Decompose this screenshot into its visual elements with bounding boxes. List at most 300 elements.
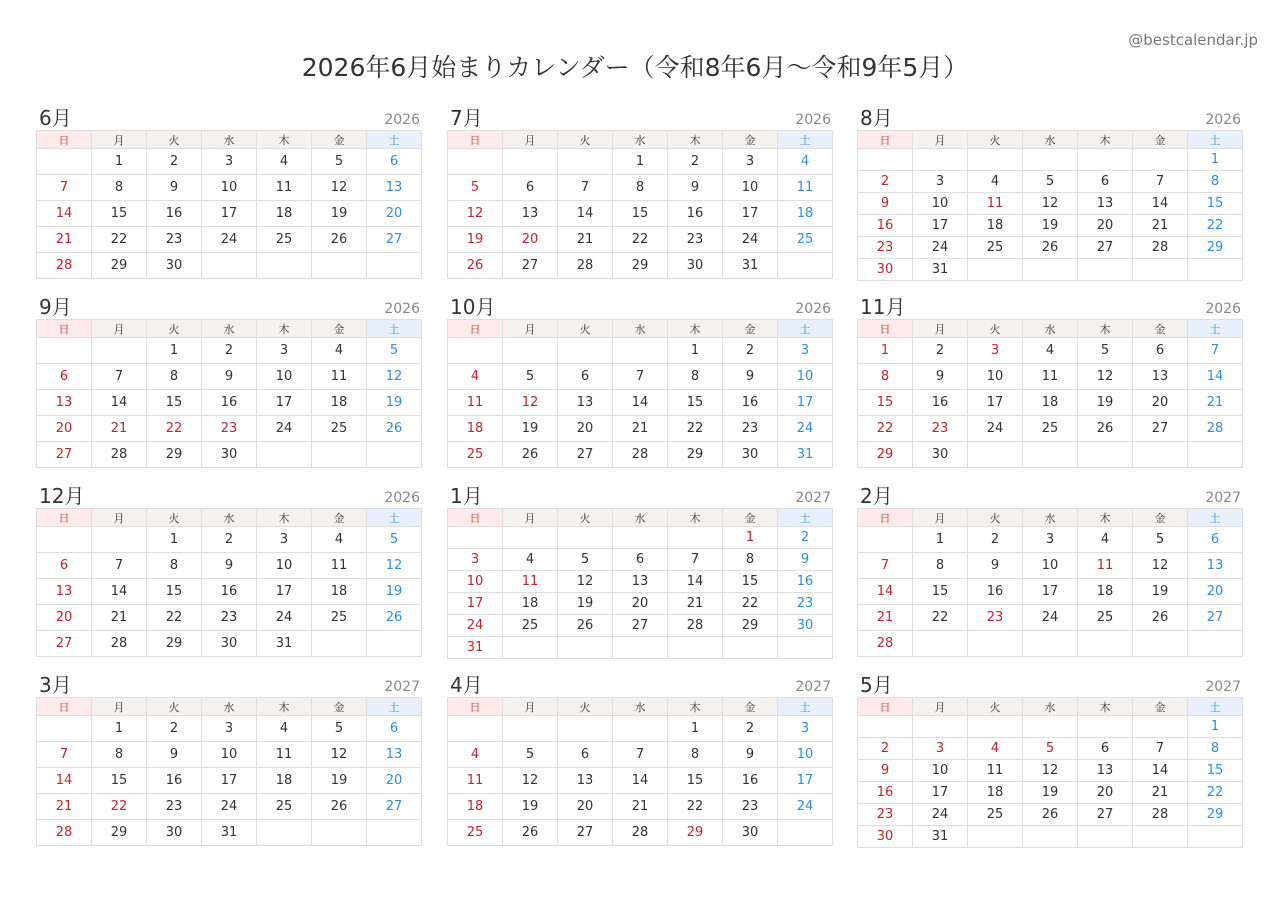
day-cell: 23 (778, 593, 833, 615)
empty-cell (1133, 631, 1188, 657)
weekday-header: 水 (202, 131, 257, 149)
day-cell: 5 (448, 175, 503, 201)
day-cell: 21 (1188, 390, 1243, 416)
weekday-header: 木 (257, 698, 312, 716)
week-row (858, 149, 1243, 171)
day-cell: 24 (202, 794, 257, 820)
weekday-header: 月 (503, 698, 558, 716)
month-header (36, 484, 422, 508)
day-cell: 4 (312, 527, 367, 553)
week-row (448, 571, 833, 593)
empty-cell (448, 149, 503, 175)
day-cell: 5 (1023, 738, 1078, 760)
day-cell: 6 (1078, 738, 1133, 760)
empty-cell (92, 527, 147, 553)
day-cell: 14 (92, 579, 147, 605)
day-cell: 28 (858, 631, 913, 657)
weekday-header: 水 (1023, 509, 1078, 527)
day-cell: 30 (147, 820, 202, 846)
day-cell: 21 (1133, 215, 1188, 237)
weekday-header: 土 (367, 320, 422, 338)
month-header (857, 295, 1243, 319)
month-year: 2027 (795, 679, 831, 695)
empty-cell (968, 149, 1023, 171)
day-cell: 13 (1078, 760, 1133, 782)
day-cell: 14 (668, 571, 723, 593)
day-cell: 4 (448, 742, 503, 768)
day-cell: 1 (1188, 149, 1243, 171)
day-cell: 16 (913, 390, 968, 416)
day-cell: 18 (778, 201, 833, 227)
month-name: 1月 (450, 484, 483, 508)
weekday-header: 金 (1133, 698, 1188, 716)
day-cell: 3 (913, 171, 968, 193)
day-cell: 18 (312, 579, 367, 605)
day-cell: 2 (968, 527, 1023, 553)
month-year: 2027 (1205, 490, 1241, 506)
day-cell: 8 (1188, 171, 1243, 193)
week-row (37, 364, 422, 390)
empty-cell (257, 820, 312, 846)
day-cell: 28 (92, 631, 147, 657)
day-cell: 20 (558, 416, 613, 442)
weekday-header: 金 (312, 320, 367, 338)
weekday-header: 月 (92, 509, 147, 527)
day-cell: 22 (613, 227, 668, 253)
weekday-header: 木 (257, 131, 312, 149)
day-cell: 18 (968, 215, 1023, 237)
weekday-header: 木 (257, 509, 312, 527)
day-cell: 27 (1133, 416, 1188, 442)
day-cell: 24 (257, 605, 312, 631)
weekday-header: 火 (147, 320, 202, 338)
empty-cell (37, 527, 92, 553)
weekday-header: 水 (1023, 320, 1078, 338)
day-cell: 9 (913, 364, 968, 390)
weekday-header: 日 (448, 509, 503, 527)
day-cell: 5 (312, 149, 367, 175)
weekday-header: 日 (858, 131, 913, 149)
day-cell: 12 (503, 768, 558, 794)
empty-cell (613, 338, 668, 364)
day-cell: 25 (257, 794, 312, 820)
day-cell: 19 (1023, 782, 1078, 804)
day-cell: 15 (668, 390, 723, 416)
day-cell: 19 (367, 390, 422, 416)
week-row (37, 794, 422, 820)
day-cell: 12 (367, 553, 422, 579)
day-cell: 4 (257, 149, 312, 175)
empty-cell (1023, 149, 1078, 171)
day-cell: 26 (558, 615, 613, 637)
weekday-header: 水 (202, 509, 257, 527)
day-cell: 19 (1078, 390, 1133, 416)
month-calendar (447, 673, 833, 846)
day-cell: 30 (202, 631, 257, 657)
day-cell: 2 (668, 149, 723, 175)
day-cell: 10 (968, 364, 1023, 390)
empty-cell (367, 631, 422, 657)
day-cell: 3 (1023, 527, 1078, 553)
day-cell: 10 (723, 175, 778, 201)
weekday-header: 火 (968, 320, 1023, 338)
week-row (858, 442, 1243, 468)
day-cell: 6 (613, 549, 668, 571)
weekday-header: 水 (613, 320, 668, 338)
day-cell: 22 (147, 605, 202, 631)
day-cell: 11 (503, 571, 558, 593)
day-cell: 6 (1133, 338, 1188, 364)
month-year: 2026 (795, 301, 831, 317)
day-cell: 5 (1078, 338, 1133, 364)
day-cell: 16 (968, 579, 1023, 605)
day-cell: 24 (1023, 605, 1078, 631)
day-cell: 29 (1188, 804, 1243, 826)
day-cell: 9 (968, 553, 1023, 579)
day-cell: 12 (448, 201, 503, 227)
month-table (447, 697, 833, 846)
day-cell: 7 (613, 742, 668, 768)
day-cell: 25 (448, 820, 503, 846)
empty-cell (668, 527, 723, 549)
weekday-header: 月 (92, 131, 147, 149)
day-cell: 29 (668, 820, 723, 846)
day-cell: 16 (202, 579, 257, 605)
week-row (448, 390, 833, 416)
day-cell: 1 (613, 149, 668, 175)
week-row (448, 227, 833, 253)
empty-cell (913, 631, 968, 657)
empty-cell (968, 259, 1023, 281)
day-cell: 12 (503, 390, 558, 416)
day-cell: 31 (778, 442, 833, 468)
day-cell: 27 (367, 227, 422, 253)
empty-cell (503, 149, 558, 175)
week-row (37, 605, 422, 631)
empty-cell (858, 527, 913, 553)
day-cell: 21 (858, 605, 913, 631)
day-cell: 8 (913, 553, 968, 579)
weekday-header: 金 (312, 131, 367, 149)
day-cell: 28 (92, 442, 147, 468)
weekday-header: 日 (448, 131, 503, 149)
empty-cell (92, 338, 147, 364)
day-cell: 31 (913, 826, 968, 848)
month-year: 2027 (1205, 679, 1241, 695)
day-cell: 3 (448, 549, 503, 571)
day-cell: 19 (1133, 579, 1188, 605)
week-row (37, 253, 422, 279)
day-cell: 22 (1188, 782, 1243, 804)
empty-cell (312, 442, 367, 468)
day-cell: 10 (778, 742, 833, 768)
day-cell: 17 (448, 593, 503, 615)
day-cell: 12 (312, 175, 367, 201)
day-cell: 24 (913, 237, 968, 259)
weekday-header: 日 (448, 698, 503, 716)
month-calendar (857, 673, 1243, 848)
weekday-header: 日 (37, 131, 92, 149)
day-cell: 27 (558, 820, 613, 846)
day-cell: 22 (858, 416, 913, 442)
week-row (858, 553, 1243, 579)
month-name: 9月 (39, 295, 72, 319)
weekday-header: 月 (913, 509, 968, 527)
week-row (448, 549, 833, 571)
weekday-header: 日 (858, 698, 913, 716)
empty-cell (367, 253, 422, 279)
day-cell: 23 (723, 794, 778, 820)
week-row (858, 826, 1243, 848)
empty-cell (448, 527, 503, 549)
day-cell: 10 (202, 742, 257, 768)
day-cell: 22 (913, 605, 968, 631)
day-cell: 6 (37, 553, 92, 579)
day-cell: 1 (858, 338, 913, 364)
weekday-header: 金 (723, 131, 778, 149)
day-cell: 15 (1188, 193, 1243, 215)
day-cell: 20 (367, 201, 422, 227)
week-row (37, 768, 422, 794)
day-cell: 11 (448, 390, 503, 416)
day-cell: 23 (202, 605, 257, 631)
day-cell: 17 (257, 579, 312, 605)
day-cell: 1 (913, 527, 968, 553)
empty-cell (968, 716, 1023, 738)
day-cell: 24 (968, 416, 1023, 442)
weekday-header: 土 (367, 131, 422, 149)
day-cell: 18 (1078, 579, 1133, 605)
month-name: 10月 (450, 295, 496, 319)
day-cell: 28 (613, 820, 668, 846)
week-row (858, 259, 1243, 281)
day-cell: 15 (723, 571, 778, 593)
weekday-header: 月 (503, 131, 558, 149)
weekday-header: 水 (202, 698, 257, 716)
day-cell: 12 (558, 571, 613, 593)
week-row (37, 716, 422, 742)
month-table (36, 130, 422, 279)
day-cell: 28 (37, 253, 92, 279)
empty-cell (367, 442, 422, 468)
day-cell: 25 (312, 416, 367, 442)
day-cell: 7 (613, 364, 668, 390)
month-calendar (36, 673, 422, 846)
day-cell: 7 (92, 364, 147, 390)
weekday-header: 金 (312, 509, 367, 527)
empty-cell (723, 637, 778, 659)
day-cell: 16 (723, 390, 778, 416)
month-header (36, 295, 422, 319)
day-cell: 27 (558, 442, 613, 468)
day-cell: 30 (668, 253, 723, 279)
day-cell: 15 (613, 201, 668, 227)
week-row (448, 338, 833, 364)
day-cell: 29 (92, 253, 147, 279)
day-cell: 11 (312, 364, 367, 390)
day-cell: 26 (1133, 605, 1188, 631)
day-cell: 8 (668, 364, 723, 390)
day-cell: 6 (367, 149, 422, 175)
month-calendar (36, 106, 422, 279)
week-row (448, 742, 833, 768)
week-row (448, 615, 833, 637)
day-cell: 18 (257, 768, 312, 794)
day-cell: 23 (202, 416, 257, 442)
day-cell: 27 (1078, 237, 1133, 259)
day-cell: 21 (613, 794, 668, 820)
week-row (448, 527, 833, 549)
day-cell: 21 (37, 794, 92, 820)
empty-cell (448, 338, 503, 364)
day-cell: 29 (858, 442, 913, 468)
month-calendar (857, 295, 1243, 468)
day-cell: 30 (858, 259, 913, 281)
weekday-header: 木 (1078, 320, 1133, 338)
weekday-header: 木 (1078, 509, 1133, 527)
week-row (858, 527, 1243, 553)
day-cell: 31 (448, 637, 503, 659)
weekday-header: 土 (1188, 131, 1243, 149)
day-cell: 27 (1078, 804, 1133, 826)
empty-cell (668, 637, 723, 659)
month-table (447, 319, 833, 468)
day-cell: 28 (1133, 237, 1188, 259)
weekday-header: 日 (858, 320, 913, 338)
day-cell: 11 (968, 760, 1023, 782)
day-cell: 3 (202, 716, 257, 742)
day-cell: 29 (147, 631, 202, 657)
day-cell: 9 (858, 193, 913, 215)
weekday-header: 木 (668, 698, 723, 716)
week-row (858, 716, 1243, 738)
day-cell: 10 (913, 760, 968, 782)
day-cell: 2 (723, 716, 778, 742)
day-cell: 4 (257, 716, 312, 742)
weekday-header: 水 (613, 131, 668, 149)
weekday-header: 木 (1078, 131, 1133, 149)
day-cell: 23 (723, 416, 778, 442)
day-cell: 22 (723, 593, 778, 615)
empty-cell (312, 253, 367, 279)
empty-cell (448, 716, 503, 742)
empty-cell (1023, 259, 1078, 281)
week-row (858, 416, 1243, 442)
weekday-header: 火 (558, 131, 613, 149)
weekday-header: 日 (858, 509, 913, 527)
day-cell: 1 (668, 716, 723, 742)
day-cell: 5 (503, 742, 558, 768)
day-cell: 29 (613, 253, 668, 279)
weekday-header: 月 (92, 698, 147, 716)
week-row (37, 553, 422, 579)
day-cell: 26 (503, 820, 558, 846)
day-cell: 30 (723, 820, 778, 846)
day-cell: 8 (613, 175, 668, 201)
day-cell: 10 (257, 364, 312, 390)
month-year: 2027 (795, 490, 831, 506)
day-cell: 15 (668, 768, 723, 794)
day-cell: 1 (92, 149, 147, 175)
day-cell: 15 (147, 579, 202, 605)
empty-cell (312, 820, 367, 846)
day-cell: 17 (778, 768, 833, 794)
day-cell: 17 (202, 768, 257, 794)
day-cell: 26 (367, 605, 422, 631)
day-cell: 19 (312, 768, 367, 794)
day-cell: 16 (668, 201, 723, 227)
empty-cell (558, 149, 613, 175)
empty-cell (1188, 442, 1243, 468)
day-cell: 21 (92, 605, 147, 631)
month-name: 6月 (39, 106, 72, 130)
day-cell: 13 (613, 571, 668, 593)
day-cell: 20 (37, 416, 92, 442)
day-cell: 29 (723, 615, 778, 637)
day-cell: 21 (37, 227, 92, 253)
weekday-header: 土 (1188, 320, 1243, 338)
weekday-header: 火 (968, 509, 1023, 527)
day-cell: 11 (257, 175, 312, 201)
empty-cell (1188, 259, 1243, 281)
day-cell: 25 (312, 605, 367, 631)
empty-cell (37, 149, 92, 175)
week-row (37, 527, 422, 553)
day-cell: 15 (858, 390, 913, 416)
day-cell: 10 (1023, 553, 1078, 579)
day-cell: 13 (558, 390, 613, 416)
day-cell: 31 (202, 820, 257, 846)
day-cell: 29 (668, 442, 723, 468)
week-row (448, 593, 833, 615)
day-cell: 25 (257, 227, 312, 253)
day-cell: 23 (858, 237, 913, 259)
day-cell: 3 (778, 716, 833, 742)
empty-cell (503, 637, 558, 659)
day-cell: 12 (1023, 193, 1078, 215)
weekday-header: 金 (723, 320, 778, 338)
day-cell: 25 (1078, 605, 1133, 631)
day-cell: 4 (968, 738, 1023, 760)
day-cell: 10 (257, 553, 312, 579)
day-cell: 13 (558, 768, 613, 794)
day-cell: 26 (312, 794, 367, 820)
month-header (857, 673, 1243, 697)
month-table (857, 508, 1243, 657)
week-row (448, 442, 833, 468)
day-cell: 7 (1133, 738, 1188, 760)
month-name: 2月 (860, 484, 893, 508)
day-cell: 13 (503, 201, 558, 227)
day-cell: 3 (723, 149, 778, 175)
day-cell: 1 (147, 338, 202, 364)
week-row (448, 364, 833, 390)
month-calendar (36, 484, 422, 657)
day-cell: 15 (1188, 760, 1243, 782)
day-cell: 16 (147, 201, 202, 227)
week-row (448, 768, 833, 794)
day-cell: 2 (723, 338, 778, 364)
day-cell: 28 (668, 615, 723, 637)
month-calendar (857, 106, 1243, 281)
day-cell: 28 (1133, 804, 1188, 826)
day-cell: 1 (723, 527, 778, 549)
month-name: 11月 (860, 295, 906, 319)
empty-cell (1133, 149, 1188, 171)
day-cell: 1 (92, 716, 147, 742)
day-cell: 5 (1133, 527, 1188, 553)
day-cell: 11 (257, 742, 312, 768)
